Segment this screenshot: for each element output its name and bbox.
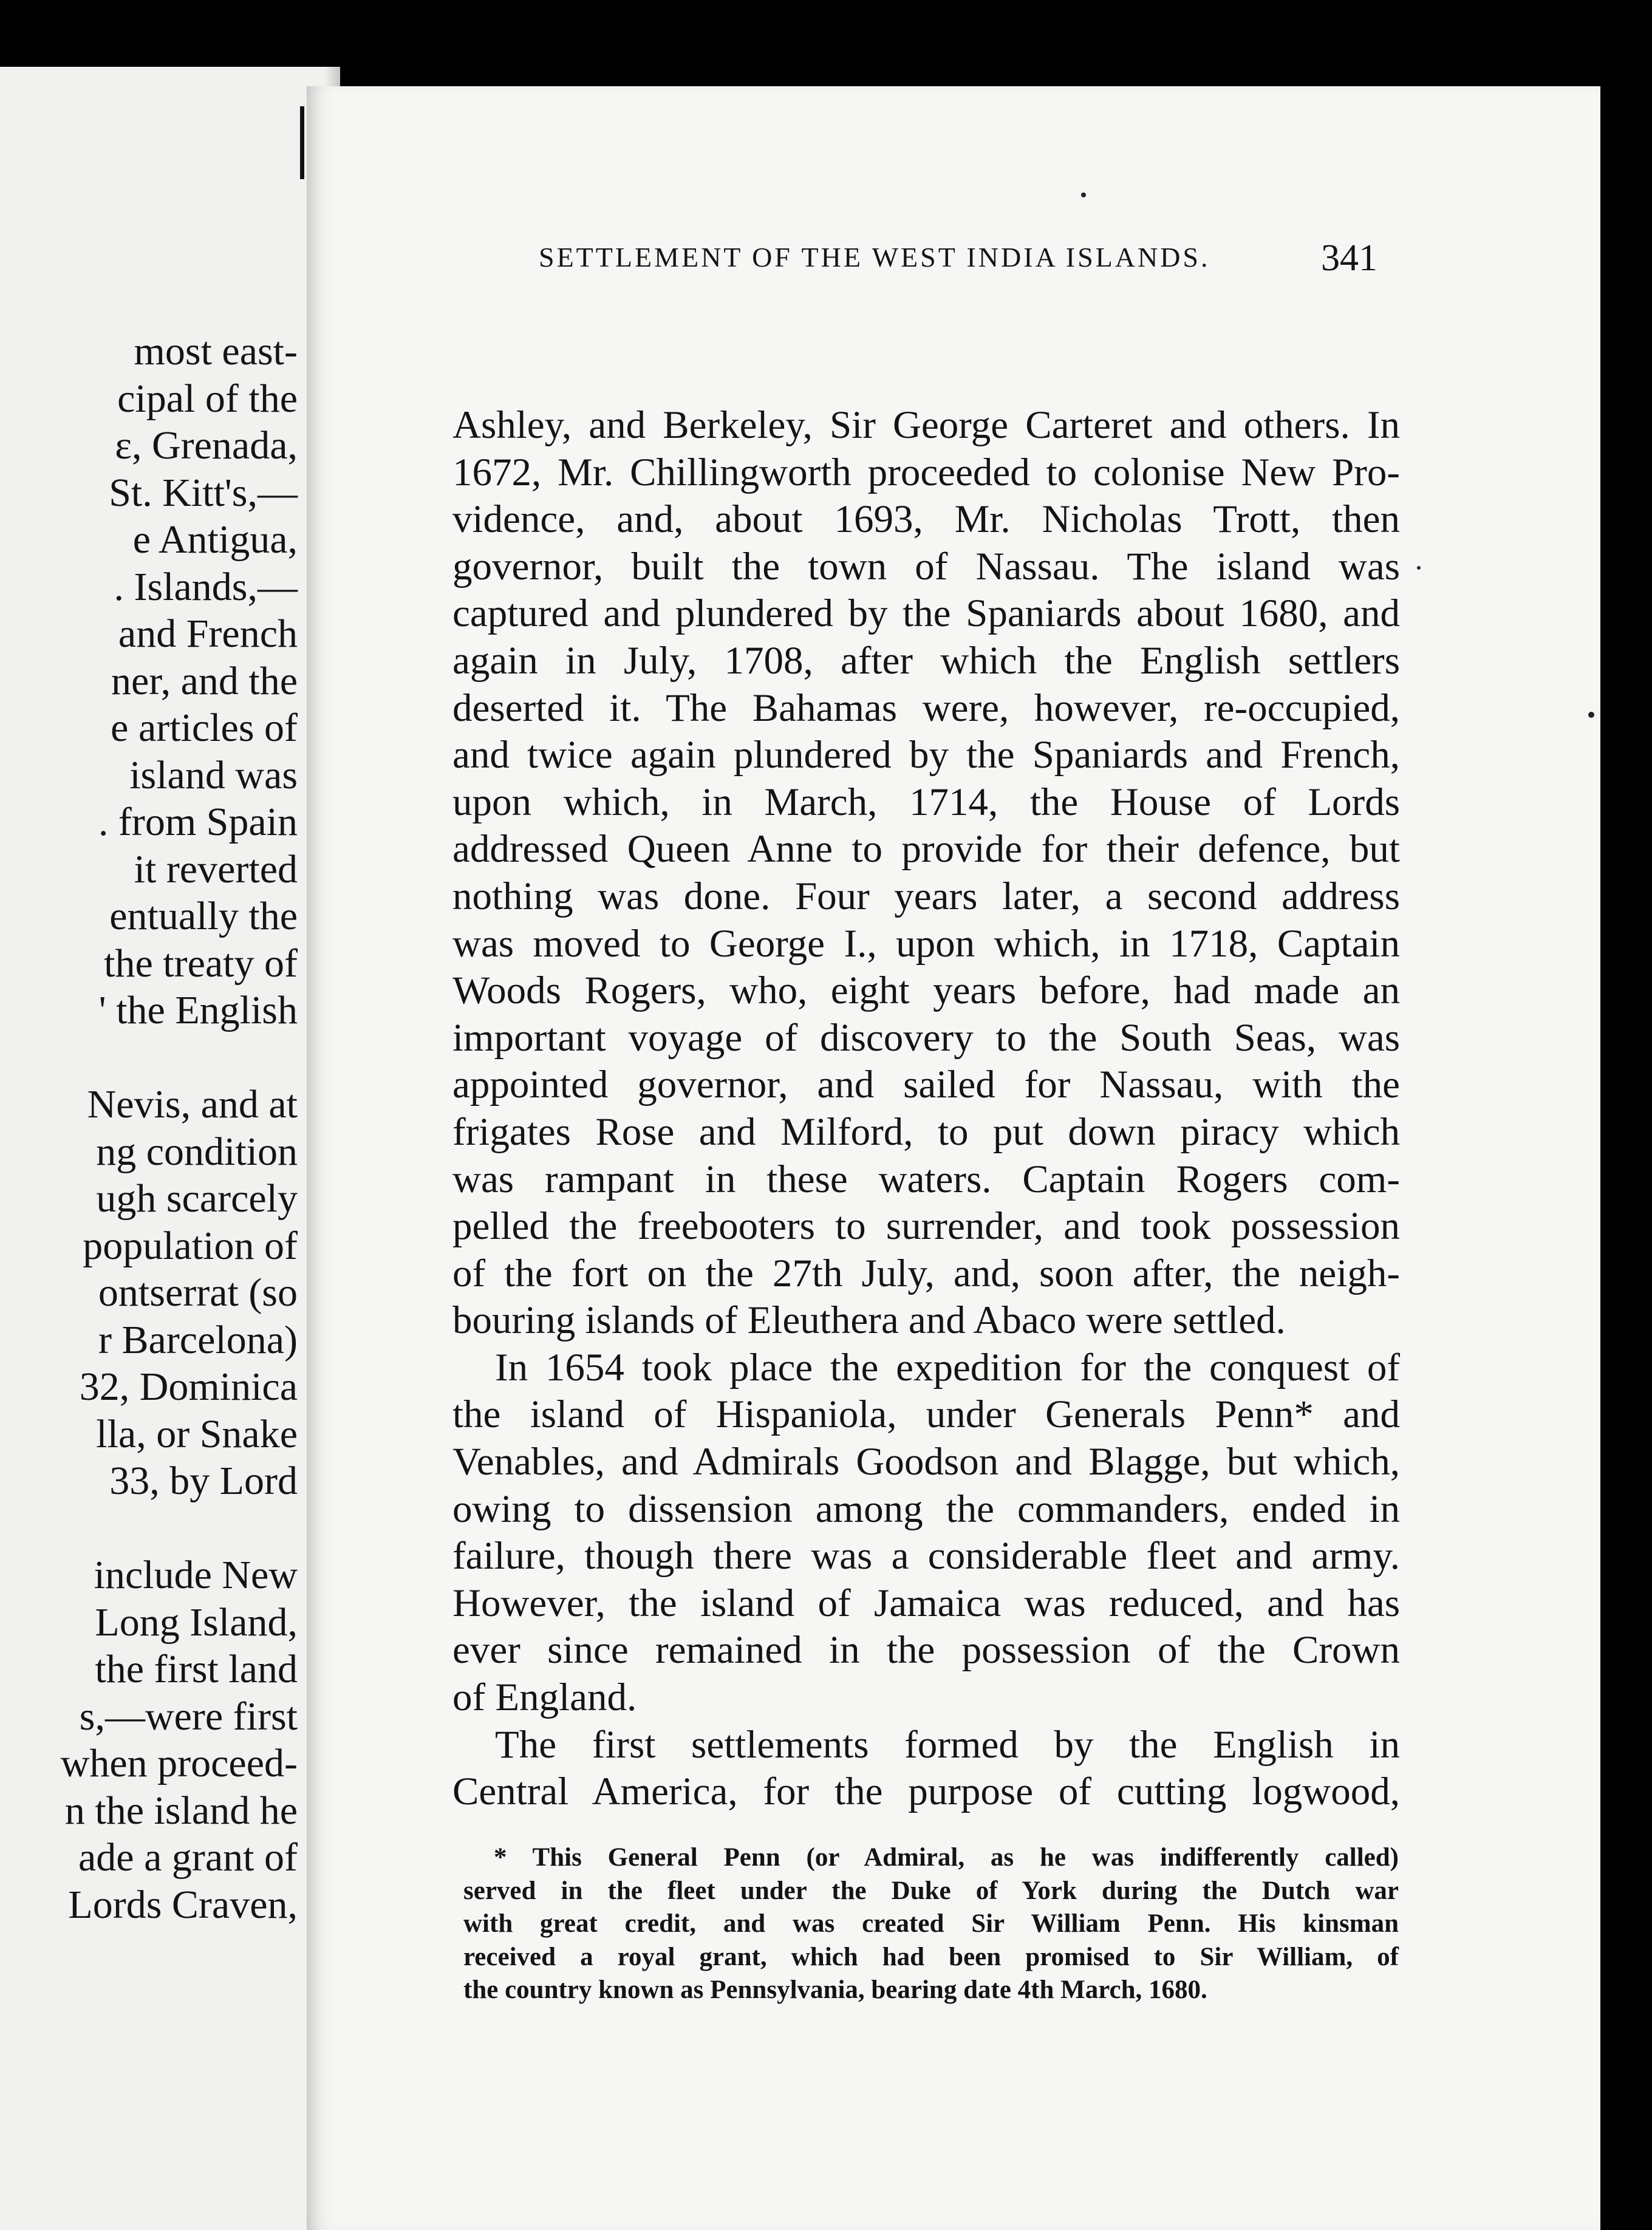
- left-line: cipal of the: [117, 376, 298, 421]
- left-line: the first land: [95, 1647, 298, 1691]
- left-line: and French: [118, 612, 298, 656]
- left-line: island was: [129, 752, 298, 797]
- left-line: Nevis, and at: [87, 1082, 298, 1127]
- left-line: population of: [83, 1223, 298, 1268]
- left-facing-page: [0, 67, 340, 2230]
- body-line: bouring islands of Eleuthera and Abaco were settled.: [452, 1298, 1286, 1343]
- left-line: ng condition: [96, 1129, 298, 1174]
- left-line: ade a grant of: [78, 1835, 298, 1880]
- body-line: important voyage of discovery to the South Seas, was: [452, 1015, 1400, 1060]
- body-line: addressed Queen Anne to provide for their defence, but: [452, 827, 1400, 871]
- left-line-gap: [0, 1505, 298, 1552]
- left-line: n the island he: [64, 1788, 298, 1833]
- body-line: However, the island of Jamaica was reduced, and has: [452, 1581, 1400, 1625]
- body-line: was rampant in these waters. Captain Rogers com-: [452, 1157, 1400, 1201]
- left-line: ɛ, Grenada,: [115, 423, 298, 468]
- body-line: vidence, and, about 1693, Mr. Nicholas Trott, then: [452, 497, 1400, 542]
- left-line: ugh scarcely: [96, 1176, 298, 1221]
- ink-speck: [1417, 566, 1421, 570]
- left-line: r Barcelona): [98, 1317, 298, 1362]
- body-line: frigates Rose and Milford, to put down piracy which: [452, 1110, 1400, 1154]
- footnote: [463, 1841, 1399, 2007]
- body-line: and twice again plundered by the Spaniards and French,: [452, 733, 1400, 777]
- ink-speck: [1588, 712, 1594, 718]
- page-number: 341: [1321, 237, 1377, 279]
- body-line: of England.: [452, 1676, 637, 1720]
- left-line: most east-: [134, 329, 298, 373]
- body-line: The first settlements formed by the English in: [495, 1722, 1400, 1767]
- body-line: governor, built the town of Nassau. The island was: [452, 544, 1400, 588]
- left-line: Lords Craven,: [68, 1882, 298, 1927]
- left-line-gap: [0, 1034, 298, 1082]
- left-line: ontserrat (so: [98, 1270, 298, 1315]
- footnote-line: * This General Penn (or Admiral, as he was indifferently called): [494, 1843, 1399, 1872]
- body-line: pelled the freebooters to surrender, and took possession: [452, 1204, 1400, 1249]
- body-line: again in July, 1708, after which the English settlers: [452, 638, 1400, 683]
- binding-mark: [300, 106, 304, 179]
- body-line: Ashley, and Berkeley, Sir George Carteret and others. In: [452, 403, 1400, 447]
- left-line: e articles of: [111, 706, 298, 750]
- body-line: upon which, in March, 1714, the House of Lords: [452, 780, 1400, 824]
- body-line: failure, though there was a considerable fleet and army.: [452, 1534, 1400, 1578]
- body-line: owing to dissension among the commanders, ended in: [452, 1487, 1400, 1531]
- left-line: Long Island,: [95, 1600, 298, 1645]
- body-line: the island of Hispaniola, under Generals Penn* and: [452, 1393, 1400, 1437]
- body-line: captured and plundered by the Spaniards about 1680, and: [452, 592, 1400, 636]
- left-line: entually the: [109, 894, 298, 938]
- body-line: Woods Rogers, who, eight years before, had made an: [452, 969, 1400, 1013]
- body-line: appointed governor, and sailed for Nassau, with the: [452, 1063, 1400, 1107]
- footnote-line: with great credit, and was created Sir William Penn. His kinsman: [463, 1909, 1399, 1938]
- left-line: . from Spain: [98, 800, 298, 844]
- left-line: include New: [94, 1553, 298, 1597]
- footnote-line: received a royal grant, which had been promised to Sir William, of: [463, 1942, 1399, 1971]
- left-line: lla, or Snake: [96, 1411, 298, 1456]
- body-line: was moved to George I., upon which, in 1718, Captain: [452, 921, 1400, 966]
- body-text: [452, 402, 1400, 1816]
- left-line: 32, Dominica: [79, 1365, 298, 1409]
- left-line: ' the English: [98, 988, 298, 1032]
- left-line: 33, by Lord: [109, 1459, 298, 1503]
- left-line: it reverted: [134, 847, 298, 892]
- left-line: e Antigua,: [132, 517, 298, 562]
- ink-speck: [1081, 193, 1086, 197]
- left-line: ner, and the: [111, 658, 298, 703]
- footnote-line: the country known as Pennsylvania, bearing date 4th March, 1680.: [463, 1976, 1207, 2004]
- body-line: Central America, for the purpose of cutting logwood,: [452, 1770, 1400, 1814]
- running-head: [539, 241, 1600, 273]
- left-line: the treaty of: [104, 941, 298, 986]
- body-line: 1672, Mr. Chillingworth proceeded to colonise New Pro-: [452, 450, 1400, 494]
- body-line: deserted it. The Bahamas were, however, re-occupied,: [452, 686, 1400, 730]
- body-line: ever since remained in the possession of the Crown: [452, 1628, 1400, 1672]
- running-head-title: SETTLEMENT OF THE WEST INDIA ISLANDS.: [539, 242, 1210, 273]
- footnote-line: served in the fleet under the Duke of York during the Dutch war: [463, 1876, 1399, 1905]
- left-line: when proceed-: [60, 1741, 298, 1785]
- body-line: In 1654 took place the expedition for the conquest of: [495, 1345, 1400, 1389]
- body-line: Venables, and Admirals Goodson and Blagge, but which,: [452, 1440, 1400, 1484]
- left-line: . Islands,—: [114, 564, 298, 609]
- left-line: s,—were first: [79, 1694, 298, 1739]
- right-main-page: [307, 86, 1600, 2230]
- body-line: nothing was done. Four years later, a second address: [452, 874, 1400, 918]
- body-line: of the fort on the 27th July, and, soon after, the neigh-: [452, 1251, 1400, 1295]
- left-line: St. Kitt's,—: [109, 470, 298, 515]
- left-page-text: [0, 328, 298, 1928]
